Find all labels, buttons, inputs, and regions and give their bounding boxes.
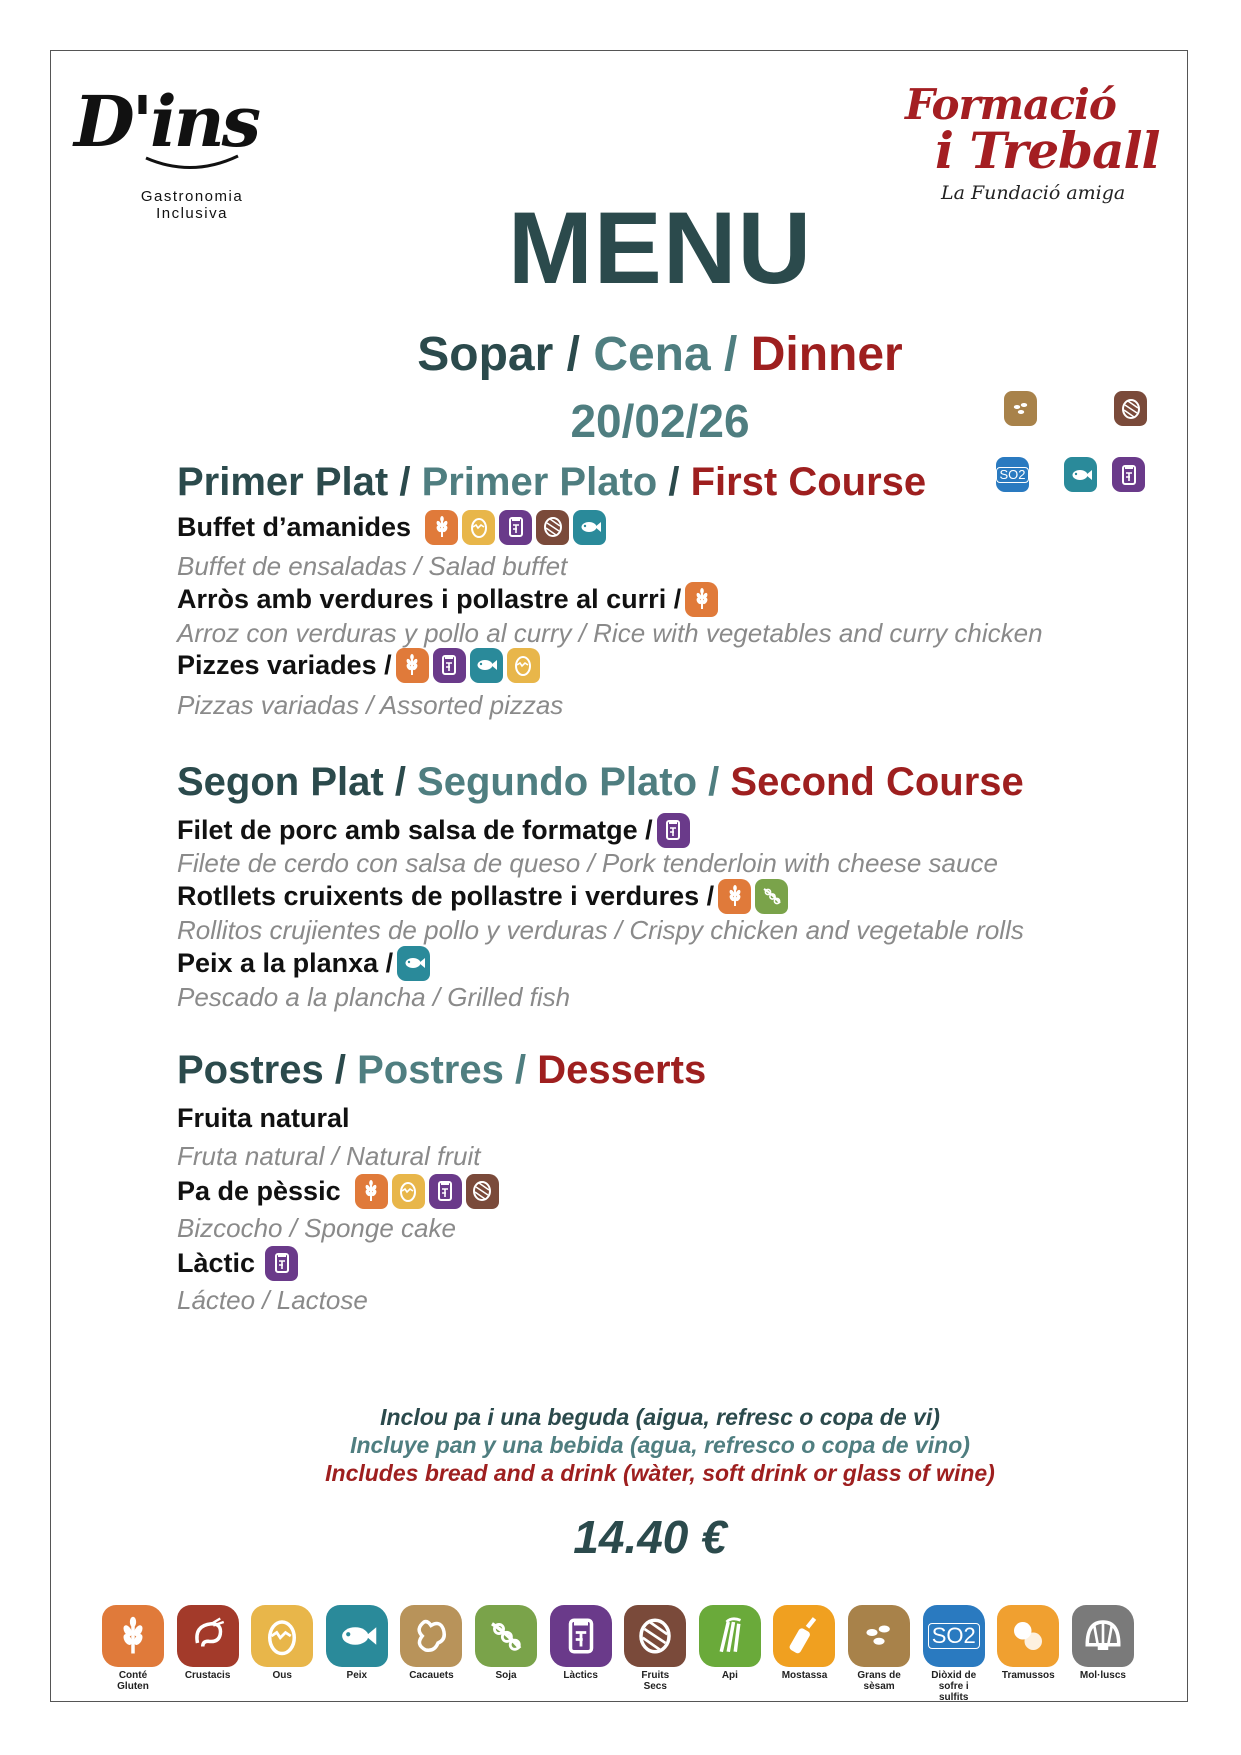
fish-icon [470, 648, 503, 683]
dish-name: Làctic [177, 1247, 256, 1278]
section-dessert-es: Postres [357, 1048, 504, 1092]
dish-filet-porc [177, 811, 690, 849]
legend-label: Mol·luscs [1079, 1670, 1126, 1681]
milk-icon [429, 1174, 462, 1209]
dish-description: Buffet de ensaladas / Salad buffet [177, 551, 568, 581]
section-first-sep-1: / [388, 460, 422, 504]
section-second-ca: Segon Plat [177, 760, 384, 804]
dish-peix-planxa [177, 944, 430, 982]
legend-label: Api [721, 1670, 738, 1681]
so2-label: SO2 [996, 467, 1028, 483]
gluten-icon [396, 648, 429, 683]
dish-name: Pizzes variades / [177, 649, 392, 680]
gluten-icon [102, 1605, 164, 1667]
milk-icon [265, 1246, 298, 1281]
allergen-legend [98, 1605, 1138, 1703]
legend-molluscs [1068, 1605, 1138, 1703]
legend-label: Fruits Secs [641, 1670, 670, 1692]
milk-icon [657, 813, 690, 848]
section-dessert-ca: Postres [177, 1048, 324, 1092]
dish-description: Filete de cerdo con salsa de queso / Pork tenderloin with cheese sauce [177, 848, 998, 878]
legend-api [695, 1605, 765, 1703]
dish-description: Lácteo / Lactose [177, 1285, 368, 1315]
dish-name: Pa de pèssic [177, 1175, 341, 1206]
dish-arros-verdures [177, 580, 718, 618]
nut-icon [536, 510, 569, 545]
section-second-sep-2: / [697, 760, 731, 804]
shrimp-icon [177, 1605, 239, 1667]
dish-description: Rollitos crujientes de pollo y verduras / Crispy chicken and vegetable rolls [177, 915, 1024, 945]
dins-logo-swoosh [142, 154, 242, 176]
dish-name: Filet de porc amb salsa de formatge / [177, 814, 653, 845]
legend-label: Tramussos [1001, 1670, 1055, 1681]
legend-label: Làctics [563, 1670, 598, 1681]
lupin-icon [997, 1605, 1059, 1667]
fish-icon [573, 510, 606, 545]
egg-icon [507, 648, 540, 683]
nut-icon [624, 1605, 686, 1667]
legend-cacauets [396, 1605, 466, 1703]
meal-subtitle [0, 327, 1241, 382]
dish-description: Fruta natural / Natural fruit [177, 1141, 481, 1171]
legend-label: Soja [495, 1670, 517, 1681]
legend-fruits-secs [620, 1605, 690, 1703]
ft-logo-line3: La Fundació amiga [941, 182, 1126, 204]
note-catalan: Inclou pa i una beguda (aigua, refresc o copa de vi) [380, 1404, 940, 1430]
section-first-es: Primer Plato [421, 460, 658, 504]
gluten-icon [685, 582, 718, 617]
dish-pa-pessic [177, 1172, 499, 1210]
dish-name: Peix a la planxa / [177, 947, 394, 978]
legend-label: Conté Gluten [117, 1670, 149, 1692]
legend-tramussos [993, 1605, 1063, 1703]
sesame-icon [1004, 391, 1037, 426]
milk-icon [1112, 457, 1145, 492]
legend-label: Crustacis [184, 1670, 231, 1681]
legend-ous [247, 1605, 317, 1703]
milk-icon [433, 648, 466, 683]
dish-fruita-natural [177, 1099, 350, 1137]
dish-allergens [425, 510, 606, 545]
legend-sesam [844, 1605, 914, 1703]
sulphite-icon [996, 457, 1029, 492]
sesame-icon [848, 1605, 910, 1667]
section-first-course [177, 460, 926, 505]
legend-label: Peix [346, 1670, 368, 1681]
legend-crustacis [173, 1605, 243, 1703]
note-spanish: Incluye pan y una bebida (agua, refresco o copa de vino) [350, 1432, 970, 1458]
meal-sep-1: / [553, 328, 594, 381]
gluten-icon [355, 1174, 388, 1209]
so2-label: SO2 [928, 1623, 980, 1649]
legend-label: Grans de sèsam [857, 1670, 901, 1692]
legend-label: Ous [272, 1670, 292, 1681]
shell-icon [1072, 1605, 1134, 1667]
section-dessert-sep-2: / [503, 1048, 538, 1092]
section-second-en: Second Course [730, 760, 1024, 804]
section-first-ca: Primer Plat [177, 460, 389, 504]
section-dessert-en: Desserts [537, 1048, 707, 1092]
soy-icon [755, 879, 788, 914]
menu-date: 20/02/26 [570, 395, 750, 447]
meal-en: Dinner [750, 328, 903, 381]
dins-sub-line: Gastronomia Inclusiva [140, 188, 244, 222]
meal-sep-2: / [710, 328, 751, 381]
dish-allergens [657, 813, 690, 848]
fish-icon [326, 1605, 388, 1667]
gluten-icon [718, 879, 751, 914]
egg-icon [462, 510, 495, 545]
section-second-sep-1: / [383, 760, 418, 804]
dish-pizzes-variades [177, 646, 540, 684]
dish-rotllets-cruixents [177, 877, 788, 915]
legend-label: Cacauets [409, 1670, 454, 1681]
meal-ca: Sopar [417, 328, 554, 381]
legend-soja [471, 1605, 541, 1703]
soy-icon [475, 1605, 537, 1667]
legend-label: Diòxid de sofre i sulfits [931, 1670, 977, 1703]
page-title: MENU [507, 191, 813, 305]
dish-lactic [177, 1244, 298, 1282]
dish-allergens [685, 582, 718, 617]
legend-sulfits [919, 1605, 989, 1703]
legend-label: Mostassa [781, 1670, 828, 1681]
note-english: Includes bread and a drink (wàter, soft drink or glass of wine) [325, 1460, 995, 1486]
nut-icon [466, 1174, 499, 1209]
celery-icon [699, 1605, 761, 1667]
fish-icon [1064, 457, 1097, 492]
ft-logo-line2: i Treball [935, 121, 1160, 180]
section-desserts [177, 1048, 706, 1093]
dish-allergens [355, 1174, 499, 1209]
dish-description: Pescado a la plancha / Grilled fish [177, 982, 571, 1012]
section-dessert-sep-1: / [323, 1048, 358, 1092]
legend-lactics [546, 1605, 616, 1703]
legend-gluten [98, 1605, 168, 1703]
ft-logo-line1: Formació [905, 80, 1116, 129]
dish-allergens [396, 648, 540, 683]
mustard-icon [773, 1605, 835, 1667]
section-first-en: First Course [690, 460, 927, 504]
dish-allergens [397, 946, 430, 981]
dins-logo-wordmark: D'ins [74, 80, 259, 163]
gluten-icon [425, 510, 458, 545]
dish-allergens [265, 1246, 298, 1281]
dish-allergens [718, 879, 788, 914]
dish-description: Arroz con verduras y pollo al curry / Rice with vegetables and curry chicken [177, 618, 1043, 648]
egg-icon [392, 1174, 425, 1209]
meal-es: Cena [593, 328, 711, 381]
dish-description: Pizzas variadas / Assorted pizzas [177, 690, 564, 720]
egg-icon [251, 1605, 313, 1667]
nut-icon [1114, 391, 1147, 426]
milk-icon [499, 510, 532, 545]
dish-description: Bizcocho / Sponge cake [177, 1213, 456, 1243]
milk-icon [550, 1605, 612, 1667]
dish-name: Buffet d’amanides [177, 511, 412, 542]
dish-name: Rotllets cruixents de pollastre i verdures / [177, 880, 715, 911]
dish-name: Arròs amb verdures i pollastre al curri / [177, 583, 682, 614]
fish-icon [397, 946, 430, 981]
legend-peix [322, 1605, 392, 1703]
menu-price: 14.40 € [573, 1511, 727, 1563]
section-second-course [177, 760, 1024, 805]
section-first-sep-2: / [657, 460, 691, 504]
peanut-icon [400, 1605, 462, 1667]
dish-name: Fruita natural [177, 1102, 350, 1133]
legend-mostassa [769, 1605, 839, 1703]
sulphite-icon [923, 1605, 985, 1667]
dish-buffet-amanides [177, 508, 606, 546]
section-second-es: Segundo Plato [417, 760, 698, 804]
